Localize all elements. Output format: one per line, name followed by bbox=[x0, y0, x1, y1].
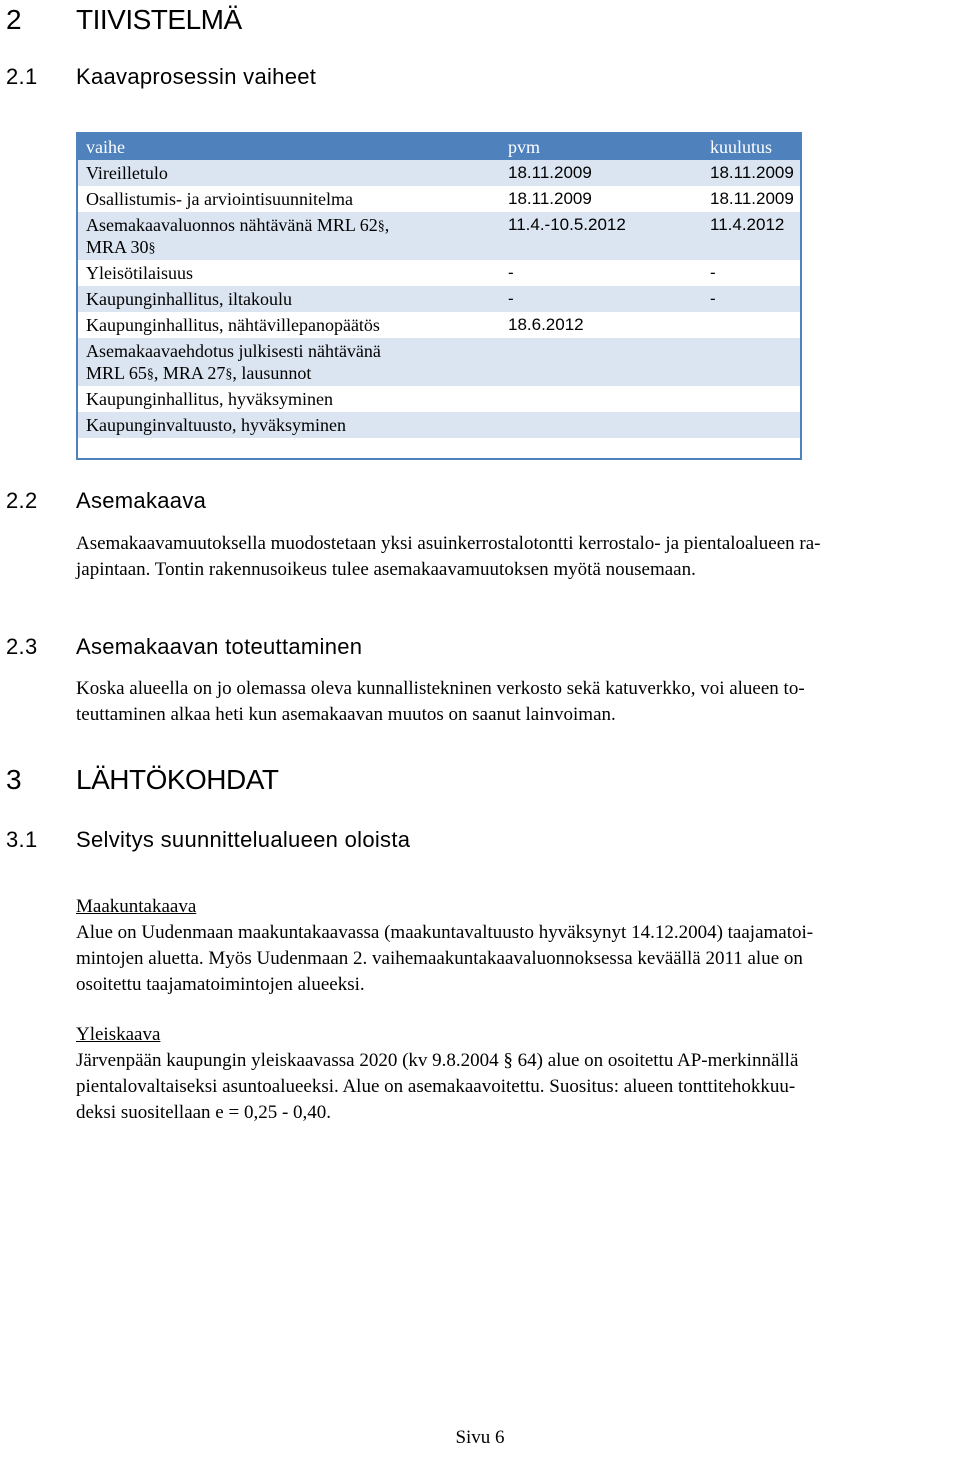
cell-text: Asemakaavaluonnos nähtävänä MRL 62 bbox=[86, 215, 378, 235]
section-sign: § bbox=[225, 367, 233, 382]
heading-text: Asemakaava bbox=[76, 488, 207, 513]
heading-asemakaava bbox=[6, 488, 206, 514]
heading-text: Selvitys suunnittelualueen oloista bbox=[76, 827, 411, 852]
cell-text: , MRA 27 bbox=[153, 363, 226, 383]
maakuntakaava-section bbox=[76, 894, 956, 998]
cell-vaihe-line2 bbox=[86, 362, 311, 386]
heading-text: LÄHTÖKOHDAT bbox=[76, 764, 279, 795]
cell-vaihe: Osallistumis- ja arviointisuunnitelma bbox=[86, 189, 353, 209]
cell-vaihe-line1 bbox=[86, 214, 389, 238]
cell-pvm: 18.11.2009 bbox=[508, 189, 592, 208]
heading-number: 2.3 bbox=[6, 634, 38, 659]
cell-pvm: 18.6.2012 bbox=[508, 315, 584, 334]
heading-text: Kaavaprosessin vaiheet bbox=[76, 64, 317, 89]
line-text: Järvenpään kaupungin yleiskaavassa 2020 (kv 9.8.2004 bbox=[76, 1050, 504, 1071]
cell-pvm: 18.11.2009 bbox=[508, 163, 592, 182]
toteuttaminen-paragraph bbox=[76, 676, 956, 728]
yleiskaava-section bbox=[76, 1022, 956, 1126]
table-row bbox=[78, 260, 800, 286]
header-pvm: pvm bbox=[508, 137, 541, 157]
subheading-yleiskaava: Yleiskaava bbox=[76, 1024, 161, 1045]
cell-vaihe: Yleisötilaisuus bbox=[86, 263, 193, 283]
cell-text: MRL 65 bbox=[86, 363, 147, 383]
table-row bbox=[78, 412, 800, 438]
table-row bbox=[78, 338, 800, 386]
table-row bbox=[78, 386, 800, 412]
section-sign: § bbox=[377, 219, 385, 234]
cell-text: MRA 30 bbox=[86, 237, 149, 257]
asemakaava-paragraph bbox=[76, 531, 956, 583]
heading-lahtokohdat bbox=[6, 764, 278, 796]
heading-text: Asemakaavan toteuttaminen bbox=[76, 634, 363, 659]
heading-text: TIIVISTELMÄ bbox=[76, 4, 242, 35]
table-row bbox=[78, 160, 800, 186]
paragraph-line: pientalovaltaiseksi asuntoalueeksi. Alue on asemakaavoitettu. Suositus: alueen tonttitehokkuu- bbox=[76, 1076, 796, 1097]
table-empty-row bbox=[78, 438, 800, 460]
paragraph-line: deksi suositellaan e = 0,25 - 0,40. bbox=[76, 1102, 332, 1123]
paragraph-line: Alue on Uudenmaan maakuntakaavassa (maakuntavaltuusto hyväksynyt 14.12.2004) taajamatoi- bbox=[76, 922, 814, 943]
page-number: Sivu 6 bbox=[455, 1427, 505, 1448]
heading-number: 3.1 bbox=[6, 827, 38, 852]
cell-vaihe: Vireilletulo bbox=[86, 163, 168, 183]
heading-number: 2.2 bbox=[6, 488, 38, 513]
cell-text: , lausunnot bbox=[232, 363, 312, 383]
table-row bbox=[78, 186, 800, 212]
paragraph-line: Koska alueella on jo olemassa oleva kunnallistekninen verkosto sekä katuverkko, voi alueen to- bbox=[76, 678, 805, 699]
cell-vaihe-line2 bbox=[86, 236, 156, 260]
heading-tiivistelma bbox=[6, 4, 242, 36]
cell-pvm: - bbox=[508, 263, 514, 282]
section-sign: § bbox=[148, 241, 156, 256]
cell-pvm: - bbox=[508, 289, 514, 308]
table-row bbox=[78, 286, 800, 312]
heading-number: 2 bbox=[6, 4, 22, 35]
line-text: 64) alue on osoitettu AP-merkinnällä bbox=[512, 1050, 799, 1071]
subheading-maakuntakaava: Maakuntakaava bbox=[76, 896, 197, 917]
cell-text: , bbox=[384, 215, 390, 235]
heading-asemakaavan-toteuttaminen bbox=[6, 634, 362, 660]
table-row bbox=[78, 212, 800, 260]
cell-kuulutus: - bbox=[710, 289, 716, 308]
section-sign: § bbox=[146, 367, 154, 382]
cell-vaihe: Kaupunginvaltuusto, hyväksyminen bbox=[86, 415, 346, 435]
header-vaihe: vaihe bbox=[86, 137, 125, 157]
table-row bbox=[78, 312, 800, 338]
cell-vaihe: Kaupunginhallitus, hyväksyminen bbox=[86, 389, 333, 409]
cell-vaihe: Kaupunginhallitus, nähtävillepanopäätös bbox=[86, 315, 380, 335]
heading-number: 3 bbox=[6, 764, 22, 795]
paragraph-line: Asemakaavamuutoksella muodostetaan yksi asuinkerrostalotontti kerrostalo- ja pientaloalueen ra- bbox=[76, 533, 821, 554]
cell-kuulutus: 18.11.2009 bbox=[710, 189, 794, 208]
cell-pvm: 11.4.-10.5.2012 bbox=[508, 215, 626, 234]
cell-kuulutus: - bbox=[710, 263, 716, 282]
table-header-row bbox=[78, 134, 800, 160]
cell-vaihe: Kaupunginhallitus, iltakoulu bbox=[86, 289, 292, 309]
paragraph-line: mintojen aluetta. Myös Uudenmaan 2. vaihemaakuntakaavaluonnoksessa keväällä 2011 alue on bbox=[76, 948, 803, 969]
cell-kuulutus: 11.4.2012 bbox=[710, 215, 785, 234]
paragraph-line: teuttaminen alkaa heti kun asemakaavan muutos on saanut lainvoiman. bbox=[76, 704, 616, 725]
cell-kuulutus: 18.11.2009 bbox=[710, 163, 794, 182]
heading-kaavaprosessin-vaiheet bbox=[6, 64, 316, 90]
paragraph-line: osoitettu taajamatoimintojen alueeksi. bbox=[76, 974, 365, 995]
paragraph-line: japintaan. Tontin rakennusoikeus tulee asemakaavamuutoksen myötä nousemaan. bbox=[76, 559, 696, 580]
paragraph-line bbox=[76, 1048, 956, 1074]
heading-number: 2.1 bbox=[6, 64, 38, 89]
header-kuulutus: kuulutus bbox=[710, 137, 773, 157]
heading-selvitys-suunnittelualueen-oloista bbox=[6, 827, 410, 853]
section-sign: § bbox=[503, 1050, 513, 1071]
process-phases-table bbox=[76, 132, 802, 460]
cell-vaihe-line1: Asemakaavaehdotus julkisesti nähtävänä bbox=[86, 341, 381, 361]
